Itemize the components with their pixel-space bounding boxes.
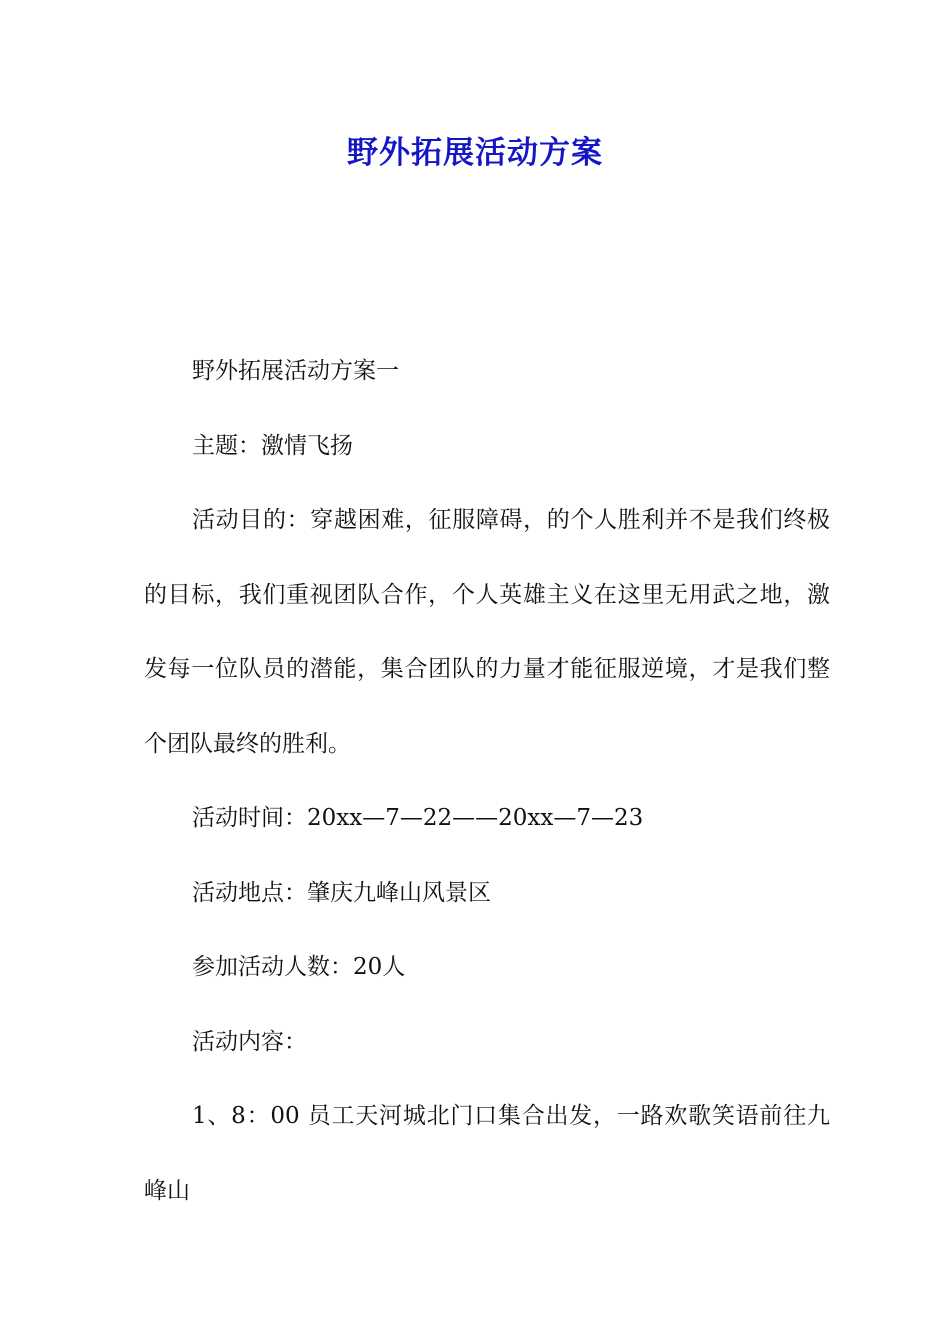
- participants-line: 参加活动人数：20人: [192, 954, 406, 980]
- theme-line: 主题：激情飞扬: [192, 432, 353, 459]
- time-line: 活动时间：20xx—7—22——20xx—7—23: [192, 805, 644, 831]
- purpose-paragraph: 活动目的：穿越困难，征服障碍，的个人胜利并不是我们终极的目标，我们重视团队合作，个人英雄主义在这里无用武之地，激发每一位队员的潜能，集合团队的力量才能征服逆境，才是我们整个团队最终的胜利。: [144, 507, 830, 757]
- content-heading: 活动内容：: [192, 1028, 307, 1055]
- document-body: [144, 334, 830, 1228]
- location-line: 活动地点：肇庆九峰山风景区: [192, 879, 491, 906]
- section-heading: 野外拓展活动方案一: [192, 358, 399, 384]
- document-title: 野外拓展活动方案: [347, 135, 603, 171]
- content-item-1: 1、8：00 员工天河城北门口集合出发，一路欢歌笑语前往九峰山: [144, 1103, 830, 1204]
